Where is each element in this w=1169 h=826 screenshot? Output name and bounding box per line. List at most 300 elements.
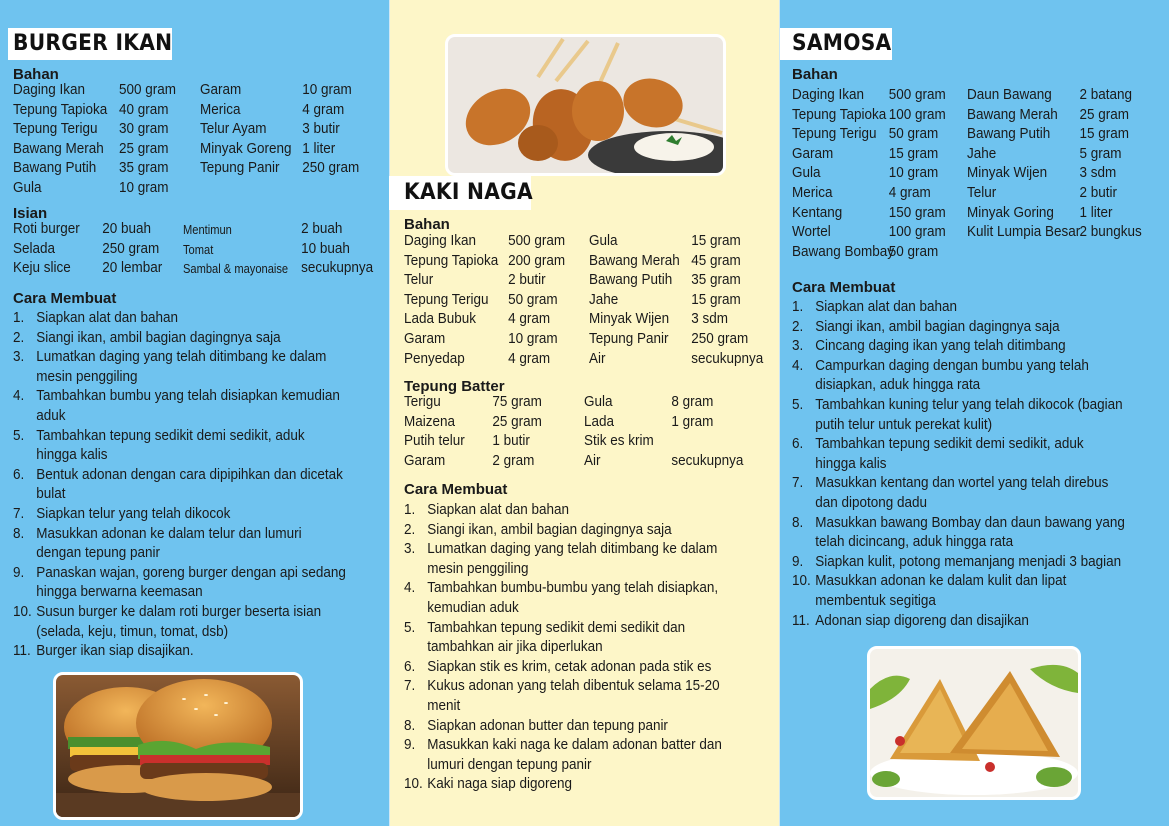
ingredient-qty: 100 gram bbox=[888, 224, 946, 241]
ingredient-row bbox=[792, 125, 939, 145]
ingredient-name: Bawang Putih bbox=[967, 126, 1051, 143]
step-text: kemudian aduk bbox=[427, 599, 519, 616]
ingredient-name: Telur Ayam bbox=[200, 121, 267, 138]
step-text: Tambahkan tepung sedikit demi sedikit, aduk bbox=[815, 436, 1084, 453]
burger-image bbox=[56, 675, 300, 817]
ingredient-row bbox=[792, 204, 946, 224]
ingredient-row bbox=[13, 220, 152, 240]
step-item bbox=[13, 623, 346, 643]
ingredient-name: Lada Bubuk bbox=[404, 311, 476, 328]
step-number: 2. bbox=[13, 329, 25, 346]
step-text: Susun burger ke dalam roti burger beserta isian bbox=[36, 603, 322, 620]
ingredient-qty: 50 gram bbox=[888, 126, 939, 143]
step-text: Siangi ikan, ambil bagian dagingnya saja bbox=[815, 318, 1060, 335]
step-text: Kaki naga siap digoreng bbox=[427, 776, 572, 793]
ingredient-row bbox=[967, 106, 1130, 126]
ingredient-name: Penyedap bbox=[404, 350, 465, 367]
ingredient-qty: 500 gram bbox=[119, 82, 176, 98]
step-text: Tambahkan kuning telur yang telah dikocok (bagian bbox=[815, 396, 1123, 413]
step-item bbox=[792, 514, 1125, 534]
step-text: Masukkan kentang dan wortel yang telah direbus bbox=[815, 475, 1109, 492]
ingredient-name: Bawang Putih bbox=[13, 160, 97, 177]
step-number: 1. bbox=[792, 299, 804, 315]
ingredient-name: Stik es krim bbox=[584, 433, 654, 450]
ingredient-name: Kulit Lumpia Besar bbox=[967, 224, 1081, 241]
ingredient-row bbox=[792, 86, 946, 106]
step-text: Siapkan stik es krim, cetak adonan pada stik es bbox=[427, 658, 712, 675]
ingredient-name: Tepung Tapioka bbox=[792, 106, 887, 123]
step-item bbox=[404, 717, 722, 737]
step-text: bulat bbox=[36, 486, 66, 503]
ingredient-qty: 4 gram bbox=[508, 350, 551, 367]
ingredient-row bbox=[13, 240, 160, 260]
step-text: Masukkan kaki naga ke dalam adonan batter dan bbox=[427, 737, 722, 754]
ingredient-name: Roti burger bbox=[13, 221, 80, 237]
step-item bbox=[792, 572, 1125, 592]
ingredient-qty: 10 gram bbox=[888, 165, 939, 182]
step-text: Masukkan bawang Bombay dan daun bawang yang bbox=[815, 514, 1125, 531]
step-number: 4. bbox=[13, 388, 25, 405]
ingredient-name: Minyak Goring bbox=[967, 204, 1054, 221]
ingredient-name: Telur bbox=[404, 272, 434, 289]
step-item bbox=[13, 466, 346, 486]
ingredient-name: Gula bbox=[589, 233, 618, 249]
burger-panel bbox=[0, 0, 389, 826]
ingredient-row bbox=[967, 164, 1117, 184]
step-text: dengan tepung panir bbox=[36, 545, 160, 562]
ingredient-row bbox=[200, 159, 360, 179]
ingredient-name: Keju slice bbox=[13, 260, 71, 277]
step-text: Burger ikan siap disajikan. bbox=[36, 643, 194, 660]
step-item bbox=[792, 494, 1125, 514]
ingredient-name: Tepung Panir bbox=[200, 160, 280, 177]
step-text: telah dicincang, aduk hingga rata bbox=[815, 534, 1014, 551]
step-item bbox=[13, 564, 346, 584]
ingredient-row bbox=[200, 101, 345, 121]
ingredient-name: Tepung Terigu bbox=[792, 126, 877, 143]
ingredient-qty: 40 gram bbox=[119, 101, 169, 118]
ingredient-row bbox=[589, 330, 749, 350]
ingredient-row bbox=[13, 179, 169, 199]
step-number: 8. bbox=[13, 525, 25, 542]
ingredient-row bbox=[404, 291, 558, 311]
ingredient-row bbox=[967, 125, 1130, 145]
step-text: Campurkan daging dengan bumbu yang telah bbox=[815, 357, 1089, 374]
kaki-naga-batter-heading: Tepung Batter bbox=[404, 378, 505, 395]
ingredient-qty: 25 gram bbox=[1079, 106, 1130, 123]
step-number: 10. bbox=[792, 573, 811, 590]
step-text: mesin penggiling bbox=[36, 368, 138, 385]
step-item bbox=[404, 775, 722, 795]
step-number: 10. bbox=[404, 776, 423, 793]
ingredient-qty: 150 gram bbox=[888, 204, 946, 221]
ingredient-qty: secukupnya bbox=[671, 452, 744, 469]
step-text: hingga berwarna keemasan bbox=[36, 584, 203, 601]
step-item bbox=[13, 329, 346, 349]
ingredient-qty: 30 gram bbox=[119, 121, 169, 138]
step-text: Kukus adonan yang telah dibentuk selama 15-20 bbox=[427, 678, 720, 695]
ingredient-qty: 15 gram bbox=[691, 233, 741, 249]
ingredient-qty: 20 lembar bbox=[102, 260, 163, 277]
ingredient-name: Tepung Tapioka bbox=[404, 252, 499, 269]
step-item bbox=[792, 298, 1125, 318]
step-number: 7. bbox=[792, 475, 804, 492]
step-text: tambahkan air jika diperlukan bbox=[427, 639, 603, 656]
step-text: Cincang daging ikan yang telah ditimbang bbox=[815, 338, 1066, 355]
ingredient-qty: 20 buah bbox=[102, 221, 152, 237]
step-text: disiapkan, aduk hingga rata bbox=[815, 377, 981, 394]
ingredient-name: Air bbox=[584, 452, 601, 469]
step-item bbox=[792, 376, 1125, 396]
ingredient-row bbox=[589, 350, 764, 370]
burger-bahan-left bbox=[13, 81, 176, 199]
ingredient-qty: 35 gram bbox=[691, 272, 741, 289]
burger-photo bbox=[53, 672, 303, 820]
ingredient-name: Wortel bbox=[792, 224, 831, 241]
ingredient-name: Telur bbox=[967, 184, 997, 201]
step-text: Bentuk adonan dengan cara dipipihkan dan dicetak bbox=[36, 466, 343, 483]
ingredient-row bbox=[404, 432, 530, 452]
ingredient-row bbox=[404, 413, 542, 433]
step-item bbox=[13, 505, 346, 525]
ingredient-qty: 100 gram bbox=[888, 106, 946, 123]
step-item bbox=[13, 387, 346, 407]
burger-bahan-heading: Bahan bbox=[13, 66, 59, 83]
ingredient-row bbox=[404, 350, 551, 370]
kaki-naga-panel bbox=[389, 0, 780, 826]
step-number: 6. bbox=[13, 466, 25, 483]
step-number: 10. bbox=[13, 603, 32, 620]
step-number: 3. bbox=[13, 349, 25, 366]
ingredient-row bbox=[404, 252, 566, 272]
ingredient-row bbox=[792, 164, 939, 184]
step-item bbox=[13, 368, 346, 388]
step-item bbox=[404, 540, 722, 560]
step-item bbox=[13, 544, 346, 564]
step-item bbox=[13, 525, 346, 545]
ingredient-row bbox=[13, 140, 169, 160]
kaki-naga-bahan-left bbox=[404, 232, 566, 369]
step-number: 9. bbox=[792, 553, 804, 570]
ingredient-name: Minyak Wijen bbox=[589, 311, 670, 328]
ingredient-name: Tepung Tapioka bbox=[13, 101, 108, 118]
step-text: Siapkan alat dan bahan bbox=[36, 310, 178, 326]
ingredient-name: Gula bbox=[13, 179, 42, 196]
ingredient-qty: 2 batang bbox=[1079, 87, 1133, 103]
ingredient-name: Terigu bbox=[404, 394, 441, 410]
ingredient-row bbox=[967, 223, 1142, 243]
step-text: lumuri dengan tepung panir bbox=[427, 756, 592, 773]
step-text: membentuk segitiga bbox=[815, 592, 936, 609]
step-number: 11. bbox=[792, 612, 810, 629]
ingredient-row bbox=[584, 452, 744, 472]
ingredient-name: Minyak Goreng bbox=[200, 140, 292, 157]
kaki-naga-title: KAKI NAGA bbox=[404, 180, 533, 205]
step-text: Siangi ikan, ambil bagian dagingnya saja bbox=[427, 521, 672, 538]
ingredient-qty: 35 gram bbox=[119, 160, 169, 177]
step-item bbox=[792, 318, 1125, 338]
step-text: Siapkan kulit, potong memanjang menjadi 3 bagian bbox=[815, 553, 1122, 570]
step-text: dan dipotong dadu bbox=[815, 494, 927, 511]
ingredient-row bbox=[589, 310, 729, 330]
ingredient-row bbox=[967, 145, 1122, 165]
ingredient-name: Tomat bbox=[183, 241, 214, 257]
samosa-cara-heading: Cara Membuat bbox=[792, 279, 896, 296]
ingredient-qty: 2 buah bbox=[301, 221, 343, 237]
ingredient-name: Bawang Putih bbox=[589, 272, 673, 289]
step-item bbox=[792, 337, 1125, 357]
step-number: 7. bbox=[13, 505, 25, 522]
ingredient-row bbox=[792, 223, 946, 243]
ingredient-qty: 10 gram bbox=[119, 179, 169, 196]
step-item bbox=[13, 583, 346, 603]
step-number: 5. bbox=[792, 396, 804, 413]
step-text: Tambahkan bumbu yang telah disiapkan kemudian bbox=[36, 388, 340, 405]
ingredient-qty: 2 bungkus bbox=[1079, 224, 1142, 241]
ingredient-qty: 1 liter bbox=[1079, 204, 1113, 221]
step-item bbox=[792, 592, 1125, 612]
step-number: 2. bbox=[404, 521, 416, 538]
ingredient-name: Daging Ikan bbox=[404, 233, 476, 249]
ingredient-name: Daging Ikan bbox=[13, 82, 85, 98]
ingredient-name: Sambal & mayonaise bbox=[183, 261, 289, 277]
step-item bbox=[404, 658, 722, 678]
ingredient-row bbox=[792, 243, 939, 263]
step-number: 1. bbox=[13, 310, 25, 326]
samosa-title: SAMOSA bbox=[792, 31, 892, 56]
ingredient-qty: 45 gram bbox=[691, 252, 741, 269]
step-text: Adonan siap digoreng dan disajikan bbox=[815, 612, 1029, 629]
ingredient-row bbox=[200, 140, 336, 160]
kaki-naga-photo bbox=[445, 34, 726, 176]
kaki-naga-steps bbox=[404, 501, 746, 795]
step-item bbox=[13, 348, 346, 368]
ingredient-row bbox=[13, 259, 163, 279]
step-number: 5. bbox=[404, 619, 416, 636]
step-text: Siangi ikan, ambil bagian dagingnya saja bbox=[36, 329, 281, 346]
samosa-panel bbox=[780, 0, 1169, 826]
ingredient-row bbox=[404, 232, 566, 252]
ingredient-name: Selada bbox=[13, 240, 55, 257]
step-number: 4. bbox=[404, 580, 416, 597]
ingredient-row bbox=[13, 81, 176, 101]
step-number: 8. bbox=[792, 514, 804, 531]
step-text: Siapkan telur yang telah dikocok bbox=[36, 505, 231, 522]
step-item bbox=[792, 435, 1125, 455]
step-item bbox=[792, 612, 1125, 632]
ingredient-name: Gula bbox=[792, 165, 821, 182]
step-number: 11. bbox=[13, 643, 31, 660]
step-number: 2. bbox=[792, 318, 804, 335]
step-text: putih telur untuk perekat kulit) bbox=[815, 416, 993, 433]
ingredient-qty: 50 gram bbox=[888, 243, 939, 260]
ingredient-row bbox=[792, 145, 939, 165]
ingredient-qty: 8 gram bbox=[671, 394, 714, 410]
step-text: mesin penggiling bbox=[427, 560, 529, 577]
ingredient-name: Bawang Merah bbox=[589, 252, 680, 269]
ingredient-qty: 1 liter bbox=[302, 140, 336, 157]
ingredient-qty: 3 sdm bbox=[1079, 165, 1117, 182]
ingredient-name: Garam bbox=[792, 145, 834, 162]
step-item bbox=[792, 533, 1125, 553]
samosa-steps bbox=[792, 298, 1150, 631]
ingredient-qty: 3 butir bbox=[302, 121, 340, 138]
step-number: 3. bbox=[792, 338, 804, 355]
ingredient-row bbox=[967, 86, 1133, 106]
step-text: Lumatkan daging yang telah ditimbang ke dalam bbox=[427, 541, 718, 558]
samosa-photo bbox=[867, 646, 1081, 800]
ingredient-qty: 15 gram bbox=[691, 291, 741, 308]
ingredient-row bbox=[792, 184, 931, 204]
ingredient-qty: 250 gram bbox=[302, 160, 360, 177]
step-item bbox=[404, 599, 722, 619]
ingredient-row bbox=[967, 184, 1118, 204]
ingredient-name: Air bbox=[589, 350, 606, 367]
ingredient-name: Merica bbox=[792, 184, 833, 201]
step-number: 5. bbox=[13, 427, 25, 444]
step-item bbox=[13, 309, 346, 329]
step-text: Tambahkan tepung sedikit demi sedikit dan bbox=[427, 619, 686, 636]
ingredient-qty: 2 butir bbox=[1079, 184, 1118, 201]
step-item bbox=[13, 642, 346, 662]
ingredient-name: Tepung Panir bbox=[589, 330, 669, 347]
step-text: Siapkan adonan butter dan tepung panir bbox=[427, 717, 668, 734]
step-number: 9. bbox=[404, 737, 416, 754]
step-text: hingga kalis bbox=[36, 447, 108, 464]
ingredient-qty: 25 gram bbox=[119, 140, 169, 157]
step-item bbox=[404, 579, 722, 599]
ingredient-name: Maizena bbox=[404, 413, 455, 430]
step-item bbox=[404, 560, 722, 580]
step-number: 3. bbox=[404, 541, 416, 558]
step-number: 9. bbox=[13, 564, 25, 581]
ingredient-row bbox=[404, 393, 542, 413]
step-text: menit bbox=[427, 697, 461, 714]
ingredient-row bbox=[183, 220, 343, 240]
step-text: Panaskan wajan, goreng burger dengan api sedang bbox=[36, 564, 346, 581]
ingredient-row bbox=[589, 271, 741, 291]
step-item bbox=[404, 501, 722, 521]
ingredient-name: Mentimun bbox=[183, 222, 232, 237]
ingredient-qty: 10 gram bbox=[302, 82, 352, 98]
ingredient-qty: 500 gram bbox=[508, 233, 566, 249]
ingredient-row bbox=[589, 252, 741, 272]
ingredient-name: Tepung Terigu bbox=[404, 291, 489, 308]
ingredient-row bbox=[13, 101, 169, 121]
step-text: Tambahkan bumbu-bumbu yang telah disiapkan, bbox=[427, 580, 719, 597]
ingredient-qty: 2 gram bbox=[492, 452, 535, 469]
ingredient-row bbox=[967, 204, 1113, 224]
ingredient-name: Merica bbox=[200, 101, 241, 118]
ingredient-qty: 4 gram bbox=[508, 311, 551, 328]
step-text: (selada, keju, timun, tomat, dsb) bbox=[36, 623, 229, 640]
ingredient-name: Bawang Merah bbox=[13, 140, 104, 157]
step-number: 8. bbox=[404, 717, 416, 734]
step-item bbox=[792, 553, 1125, 573]
step-item bbox=[404, 619, 722, 639]
step-item bbox=[404, 736, 722, 756]
samosa-bahan-right bbox=[967, 86, 1142, 243]
step-number: 4. bbox=[792, 357, 804, 374]
samosa-bahan-heading: Bahan bbox=[792, 66, 838, 83]
ingredient-qty: 10 buah bbox=[301, 240, 350, 257]
step-item bbox=[404, 697, 722, 717]
ingredient-name: Garam bbox=[404, 452, 446, 469]
step-item bbox=[404, 756, 722, 776]
kaki-naga-bahan-right bbox=[589, 232, 764, 369]
ingredient-name: Daging Ikan bbox=[792, 87, 864, 103]
step-number: 1. bbox=[404, 502, 416, 518]
ingredient-row bbox=[13, 159, 169, 179]
ingredient-qty: 5 gram bbox=[1079, 145, 1122, 162]
ingredient-row bbox=[404, 330, 558, 350]
ingredient-name: Garam bbox=[200, 82, 242, 98]
ingredient-qty: 2 butir bbox=[508, 272, 546, 289]
ingredient-row bbox=[200, 81, 352, 101]
ingredient-qty: secukupnya bbox=[301, 260, 374, 277]
step-item bbox=[404, 677, 722, 697]
ingredient-qty: 50 gram bbox=[508, 291, 558, 308]
kaki-naga-batter-left bbox=[404, 393, 542, 471]
ingredient-qty: 15 gram bbox=[1079, 126, 1130, 143]
burger-bahan-right bbox=[200, 81, 360, 179]
ingredient-row bbox=[584, 432, 654, 452]
step-item bbox=[404, 638, 722, 658]
step-text: Lumatkan daging yang telah ditimbang ke dalam bbox=[36, 349, 327, 366]
ingredient-qty: 1 butir bbox=[492, 433, 530, 450]
ingredient-qty: 15 gram bbox=[888, 145, 939, 162]
step-text: Masukkan adonan ke dalam telur dan lumuri bbox=[36, 525, 302, 542]
ingredient-row bbox=[183, 240, 350, 260]
ingredient-name: Bawang Bombay bbox=[792, 243, 894, 260]
step-text: hingga kalis bbox=[815, 455, 887, 472]
ingredient-qty: 250 gram bbox=[102, 240, 160, 257]
ingredient-name: Jahe bbox=[967, 145, 997, 162]
ingredient-qty: 75 gram bbox=[492, 394, 542, 410]
ingredient-row bbox=[13, 120, 169, 140]
ingredient-row bbox=[404, 310, 551, 330]
kaki-naga-cara-heading: Cara Membuat bbox=[404, 481, 508, 498]
ingredient-qty: 3 sdm bbox=[691, 311, 729, 328]
burger-cara-heading: Cara Membuat bbox=[13, 290, 117, 307]
ingredient-row bbox=[584, 413, 714, 433]
ingredient-row bbox=[584, 393, 714, 413]
samosa-image bbox=[870, 649, 1078, 797]
ingredient-name: Tepung Terigu bbox=[13, 121, 98, 138]
ingredient-name: Garam bbox=[404, 330, 446, 347]
step-item bbox=[792, 396, 1125, 416]
ingredient-row bbox=[404, 271, 546, 291]
ingredient-row bbox=[404, 452, 535, 472]
samosa-bahan-left bbox=[792, 86, 946, 262]
step-text: Tambahkan tepung sedikit demi sedikit, aduk bbox=[36, 427, 305, 444]
burger-isian-right bbox=[183, 220, 374, 279]
burger-isian-heading: Isian bbox=[13, 205, 48, 222]
ingredient-name: Bawang Merah bbox=[967, 106, 1058, 123]
burger-steps bbox=[13, 309, 371, 662]
ingredient-name: Minyak Wijen bbox=[967, 165, 1048, 182]
kaki-naga-image bbox=[448, 37, 723, 173]
ingredient-qty: secukupnya bbox=[691, 350, 764, 367]
ingredient-qty: 1 gram bbox=[671, 413, 714, 430]
ingredient-row bbox=[589, 291, 741, 311]
ingredient-row bbox=[183, 259, 374, 279]
step-item bbox=[792, 416, 1125, 436]
step-item bbox=[13, 485, 346, 505]
ingredient-qty: 250 gram bbox=[691, 330, 749, 347]
ingredient-name: Gula bbox=[584, 394, 613, 410]
ingredient-name: Kentang bbox=[792, 204, 843, 221]
